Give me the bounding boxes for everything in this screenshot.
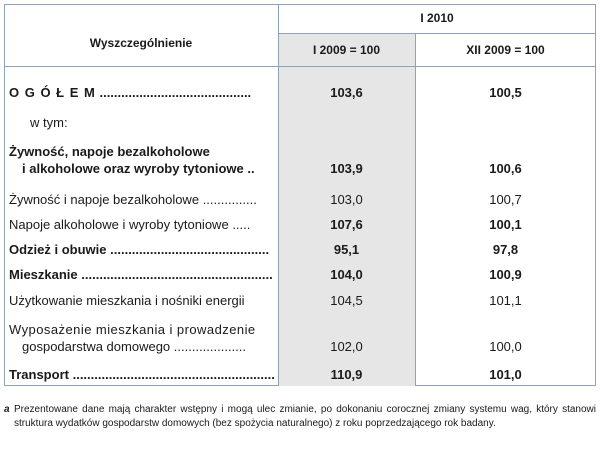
row-label-text: Transport	[9, 367, 69, 382]
footnote	[4, 403, 596, 431]
subheading-label: w tym:	[30, 115, 68, 130]
row-label-header: Wyszczególnienie	[89, 36, 193, 50]
table-cell: 103,6	[330, 85, 363, 100]
table-cell: 103,9	[330, 161, 363, 176]
table-cell: 107,6	[330, 217, 363, 232]
table-row-label	[9, 241, 269, 258]
table-cell: 100,0	[489, 339, 522, 354]
table-cell: 97,8	[492, 242, 519, 257]
header-bottom-line	[4, 66, 596, 67]
row-label-text: Napoje alkoholowe i wyroby tytoniowe	[9, 217, 229, 232]
row-label-text: Odzież i obuwie	[9, 242, 107, 257]
table-row-label	[9, 216, 250, 233]
table-cell: 104,0	[330, 267, 363, 282]
table-row-label-line2	[22, 160, 255, 177]
table-cell: 102,0	[330, 339, 363, 354]
period-header: I 2010	[420, 11, 454, 25]
leader-dots: ........................................................	[72, 367, 275, 382]
table-cell: 100,9	[489, 267, 522, 282]
leader-dots: ....................	[173, 339, 247, 354]
footnote-marker: a	[4, 404, 10, 415]
header-divider	[278, 33, 596, 34]
table-row-label	[9, 84, 251, 101]
footnote-text: Prezentowane dane mają charakter wstępny i mogą ulec zmianie, po dokonaniu corocznej zmiany systemu wag, który stanowi struktura wydatków gospodarstw domowych (bez spożycia naturalnego) z roku poprzedzającego rok badany.	[14, 404, 596, 429]
table-cell: 103,0	[330, 192, 363, 207]
leader-dots: ..	[247, 161, 255, 176]
leader-dots: .....	[232, 217, 251, 232]
row-label-text: gospodarstwa domowego	[22, 339, 171, 354]
table-row-label-line2	[22, 338, 246, 355]
table-cell: 100,7	[489, 192, 522, 207]
table-row-label	[9, 191, 257, 208]
table-cell: 95,1	[333, 242, 360, 257]
leader-dots: ..........................................	[99, 85, 252, 100]
row-label-text: Mieszkanie	[9, 267, 78, 282]
leader-dots: ............................................	[110, 242, 270, 257]
column-header-yoy: I 2009 = 100	[312, 43, 381, 57]
table-cell: 100,6	[489, 161, 522, 176]
table-cell: 100,1	[489, 217, 522, 232]
table-cell: 110,9	[330, 367, 363, 382]
table-cell: 100,5	[489, 85, 522, 100]
row-label-text: i alkoholowe oraz wyroby tytoniowe	[22, 161, 244, 176]
leader-dots: ...............	[202, 192, 257, 207]
row-label-text: O G Ó Ł E M	[9, 85, 96, 100]
leader-dots: .....................................................	[81, 267, 273, 282]
table-row-label-line1: Żywność, napoje bezalkoholowe	[9, 144, 210, 159]
table-cell: 101,0	[489, 367, 522, 382]
column-header-mom: XII 2009 = 100	[466, 43, 545, 57]
table-cell: 104,5	[330, 293, 363, 308]
table-row-label	[9, 266, 273, 283]
table-row-label	[9, 366, 275, 383]
table-cell: 101,1	[489, 293, 522, 308]
row-label-text: Żywność i napoje bezalkoholowe	[9, 192, 200, 207]
table-row-label-line1: Wyposażenie mieszkania i prowadzenie	[9, 322, 256, 337]
table-row-label: Użytkowanie mieszkania i nośniki energii	[9, 293, 245, 308]
